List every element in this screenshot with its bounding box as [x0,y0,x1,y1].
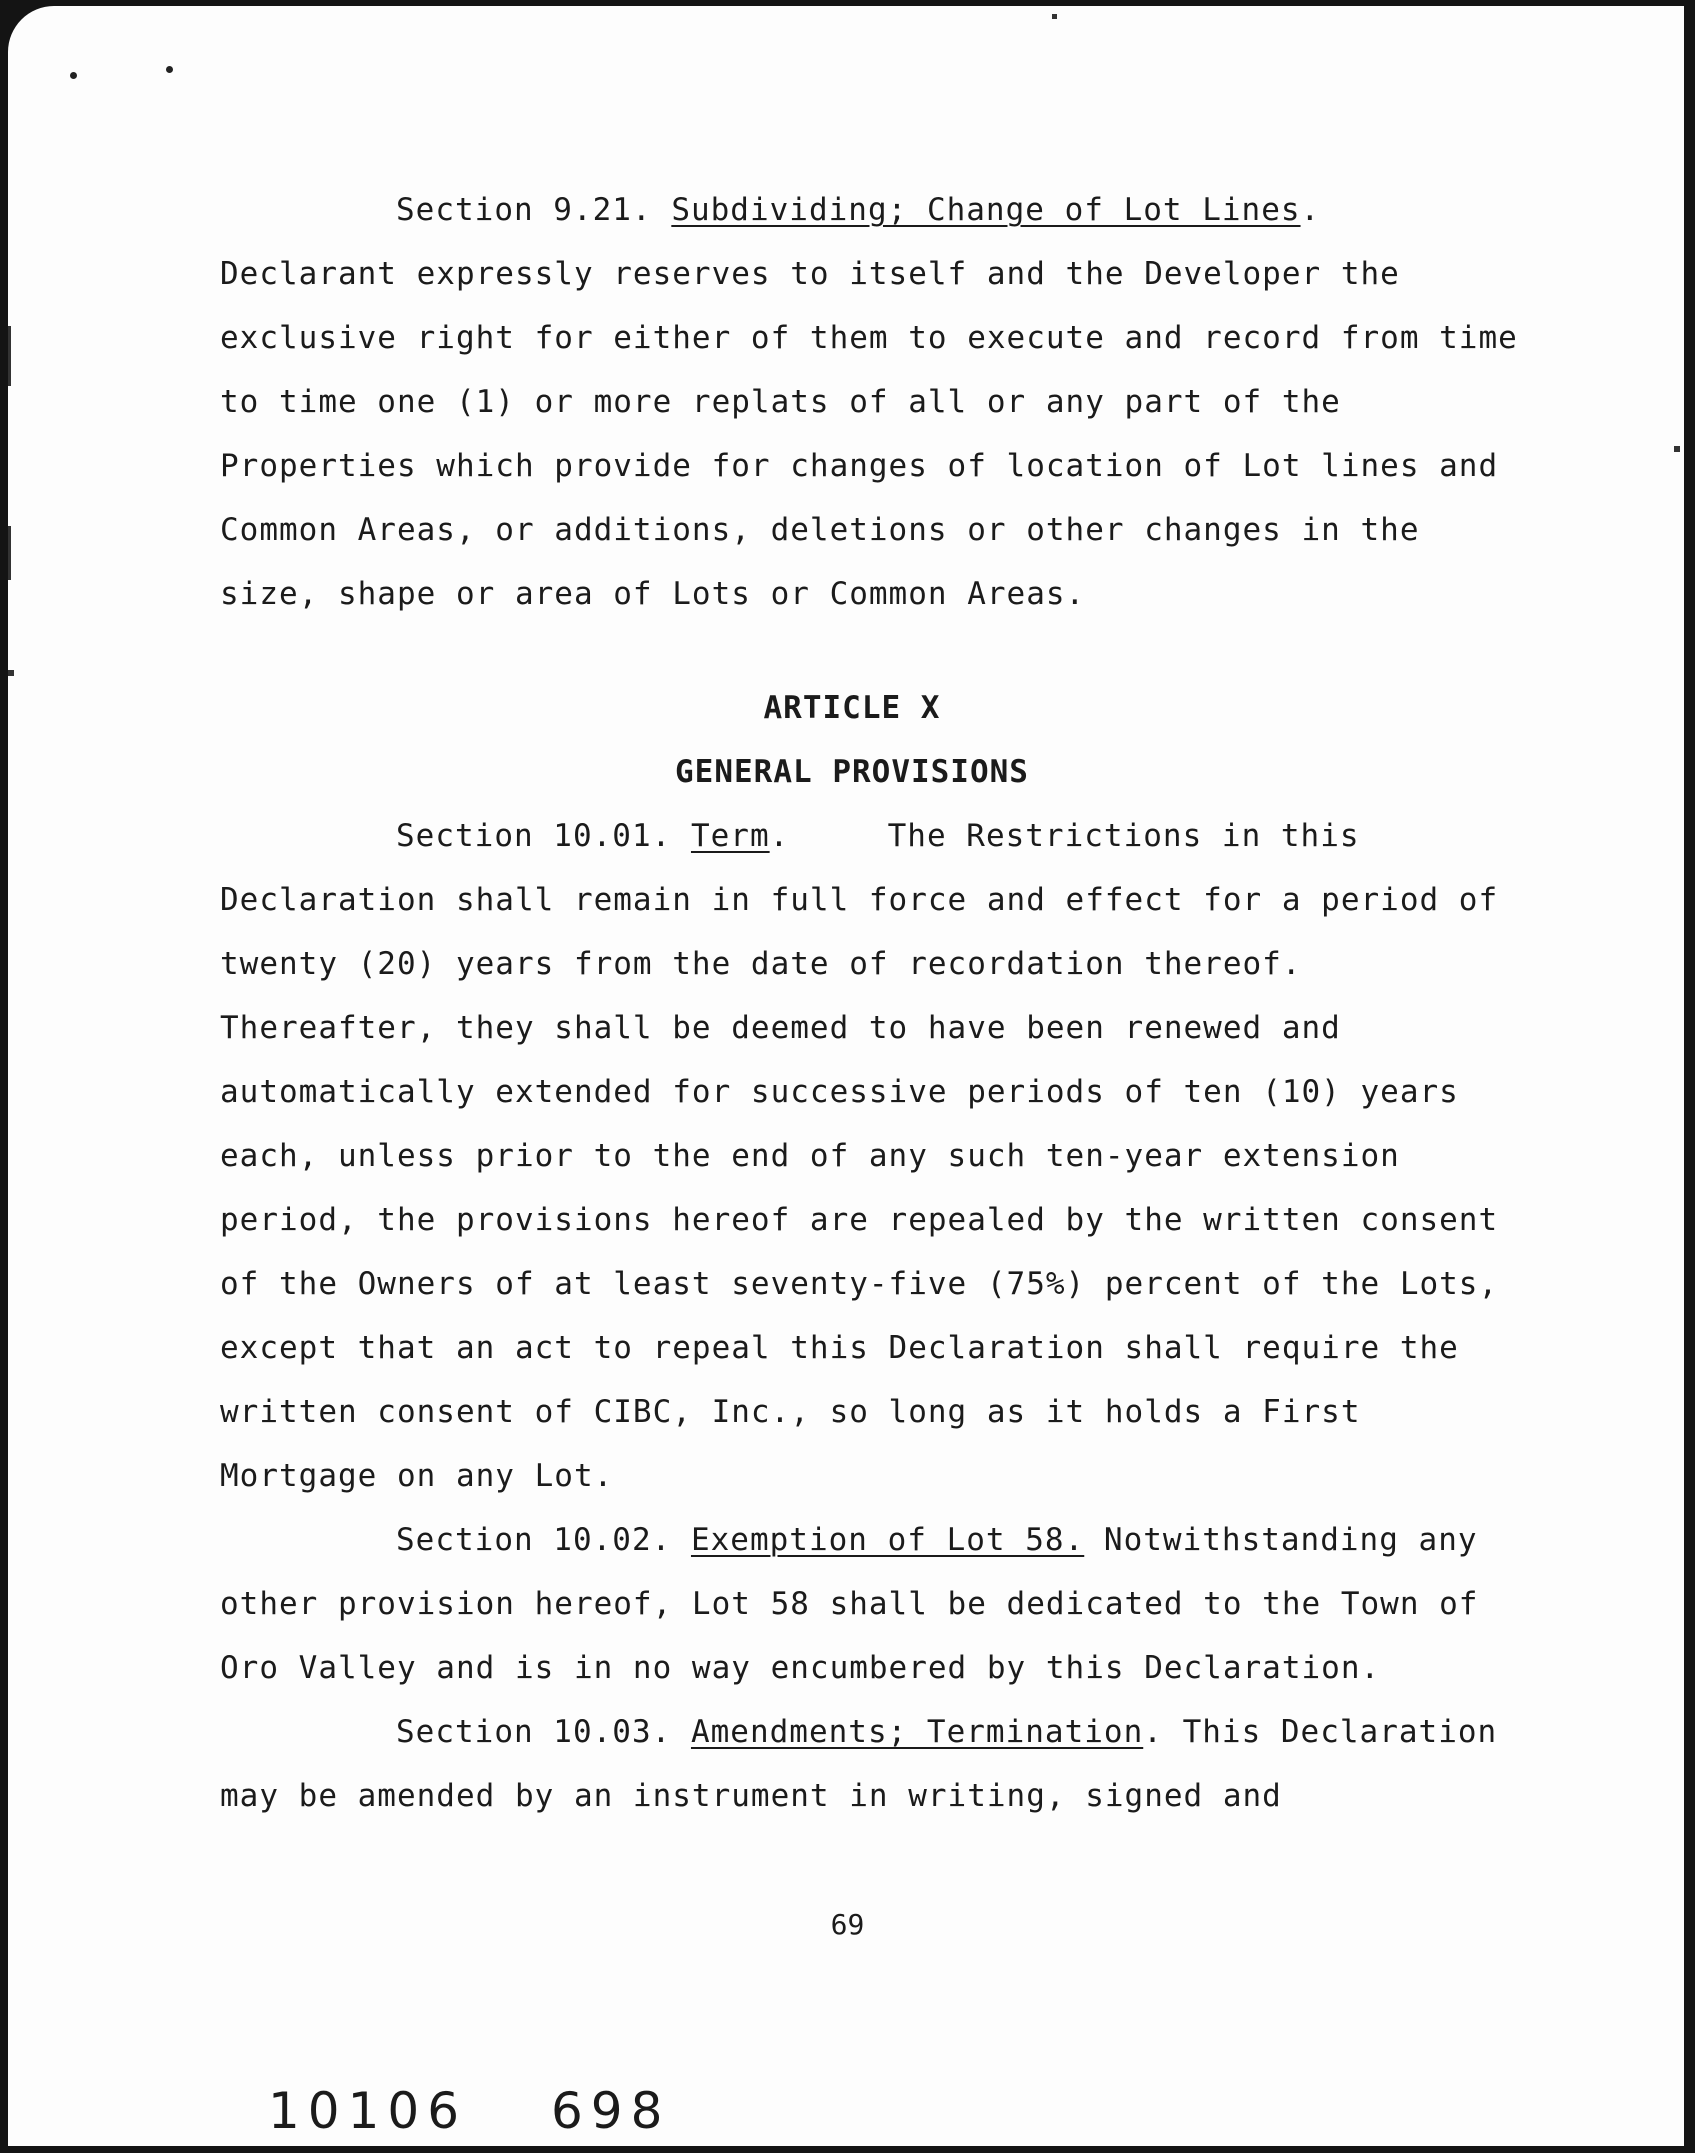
section-10-03-number: Section 10.03. [396,1714,672,1750]
article-title: ARTICLE X [763,690,941,726]
scan-edge-mark [1674,446,1680,452]
section-9-21-line: Properties which provide for changes of location of Lot lines and [220,448,1499,484]
scan-speck [166,66,173,73]
section-10-03-first-line [220,1700,1498,1764]
section-10-02-first-text: Notwithstanding any [1103,1522,1478,1558]
section-10-03-heading: Amendments; Termination [690,1714,1144,1750]
section-9-21-line: Declarant expressly reserves to itself and the Developer the [220,256,1400,292]
scan-edge-mark [8,326,11,386]
section-9-21-line: exclusive right for either of them to execute and record from time [220,320,1518,356]
section-10-01-first-line [220,804,1484,868]
section-10-01-line: twenty (20) years from the date of recordation thereof. [220,946,1302,982]
section-9-21-last-line: size, shape or area of Lots or Common Areas. [220,576,1086,612]
section-9-21-heading-period: . [1300,192,1321,228]
stamp-book-number: 10106 [268,2082,468,2140]
article-subtitle: GENERAL PROVISIONS [675,754,1029,790]
section-10-01-line: period, the provisions hereof are repealed by the written consent [220,1202,1499,1238]
section-10-01-line: Thereafter, they shall be deemed to have been renewed and [220,1010,1341,1046]
section-10-02-number: Section 10.02. [396,1522,672,1558]
scan-edge-mark [8,670,14,676]
section-10-01-line: except that an act to repeal this Declaration shall require the [220,1330,1459,1366]
document-body [220,178,1518,1828]
stamp-page-number: 698 [550,2082,671,2140]
scan-edge-mark [8,526,11,580]
scan-edge-mark [1052,14,1057,19]
section-10-01-last-line: Mortgage on any Lot. [220,1458,614,1494]
section-10-01-line: each, unless prior to the end of any such ten-year extension [220,1138,1400,1174]
scan-speck [70,72,77,79]
section-10-03-line: may be amended by an instrument in writing, signed and [220,1778,1282,1814]
recording-stamp [268,2082,670,2140]
section-10-02-heading: Exemption of Lot 58. [690,1522,1085,1558]
section-9-21-heading: Subdividing; Change of Lot Lines [671,192,1301,228]
section-10-02-first-line [220,1508,1484,1572]
section-9-21-first-line [220,178,1484,242]
section-10-01-heading-period: . [769,818,790,854]
section-10-01-line: Declaration shall remain in full force and effect for a period of [220,882,1499,918]
section-10-03-first-text: This Declaration [1182,1714,1498,1750]
section-10-01-line: written consent of CIBC, Inc., so long as it holds a First [220,1394,1361,1430]
section-10-01-line: of the Owners of at least seventy-five (75%) percent of the Lots, [220,1266,1499,1302]
section-10-01-number: Section 10.01. [396,818,672,854]
section-10-02-last-line: Oro Valley and is in no way encumbered by this Declaration. [220,1650,1381,1686]
section-10-01-line: automatically extended for successive periods of ten (10) years [220,1074,1459,1110]
section-9-21-line: to time one (1) or more replats of all or any part of the [220,384,1341,420]
section-10-02-line: other provision hereof, Lot 58 shall be dedicated to the Town of [220,1586,1479,1622]
section-10-01-first-text: The Restrictions in this [887,818,1360,854]
section-9-21-line: Common Areas, or additions, deletions or other changes in the [220,512,1420,548]
section-10-01-heading: Term [690,818,770,854]
section-10-03-heading-period: . [1143,1714,1163,1750]
page-number: 69 [830,1908,865,1941]
section-9-21-number: Section 9.21. [396,192,652,228]
